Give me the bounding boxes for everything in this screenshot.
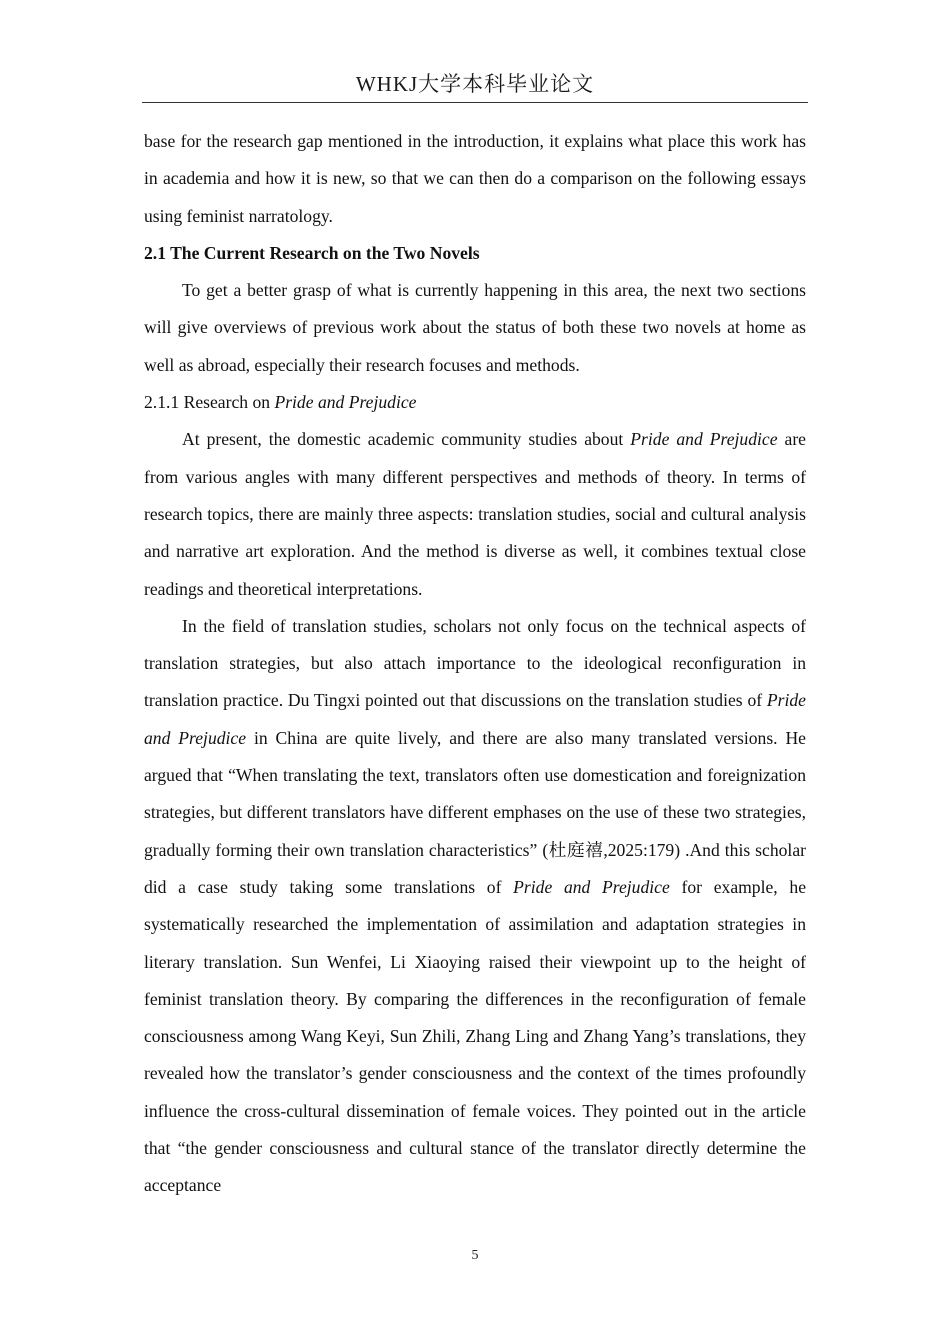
novel-title: Pride and Prejudice	[630, 429, 778, 450]
paragraph-domestic-research	[144, 421, 806, 607]
header-rule	[142, 102, 808, 103]
text-run: in China are quite lively, and there are also many translated versions. He argued that “When translating the text, translators often use domestication and foreignization strategies, but different translators have different emphases on the use of these two strategies, gradually forming their own translation characteristics” (杜庭禧,2025:179) .And this scholar did a case study taking some translations of	[144, 727, 806, 897]
running-header: WHKJ大学本科毕业论文	[355, 72, 595, 96]
page-number: 5	[471, 1248, 479, 1263]
paragraph-continuation: base for the research gap mentioned in the introduction, it explains what place this work has in academia and how it is new, so that we can then do a comparison on the following essays using feminist narratology.	[144, 131, 806, 226]
text-run: for example, he systematically researched the implementation of assimilation and adaptation strategies in literary translation. Sun Wenfei, Li Xiaoying raised their viewpoint up to the height of feminist translation theory. By comparing the differences in the reconfiguration of female consciousness among Wang Keyi, Sun Zhili, Zhang Ling and Zhang Yang’s translations, they revealed how the translator’s gender consciousness and the context of the times profoundly influence the cross-cultural dissemination of female voices. They pointed out in the article that “the gender consciousness and cultural stance of the translator directly determine the acceptance	[144, 876, 807, 1196]
text-run: In the field of translation studies, scholars not only focus on the technical aspects of translation strategies, but also attach importance to the ideological reconfiguration in translation practice. Du Tingxi pointed out that discussions on the translation studies of	[144, 615, 806, 711]
subsection-heading-title: Pride and Prejudice	[274, 392, 417, 413]
subsection-heading-prefix: 2.1.1 Research on	[144, 392, 275, 413]
paragraph-overview: To get a better grasp of what is currently happening in this area, the next two sections will give overviews of previous work about the status of both these two novels at home as well as abroad, especially their research focuses and methods.	[144, 280, 806, 375]
paragraph-translation-studies	[144, 608, 806, 1205]
text-run: are from various angles with many different perspectives and methods of theory. In terms of research topics, there are mainly three aspects: translation studies, social and cultural analysis and narrative art exploration. And the method is diverse as well, it combines textual close readings and theoretical interpretations.	[144, 429, 806, 599]
novel-title: Pride and Prejudice	[513, 876, 670, 897]
section-heading-2-1: 2.1 The Current Research on the Two Novels	[144, 242, 480, 263]
body-text	[144, 123, 806, 1205]
novel-title: Pride and Prejudice	[144, 690, 806, 748]
text-run: At present, the domestic academic community studies about	[182, 429, 631, 450]
subsection-heading-2-1-1	[144, 384, 806, 421]
